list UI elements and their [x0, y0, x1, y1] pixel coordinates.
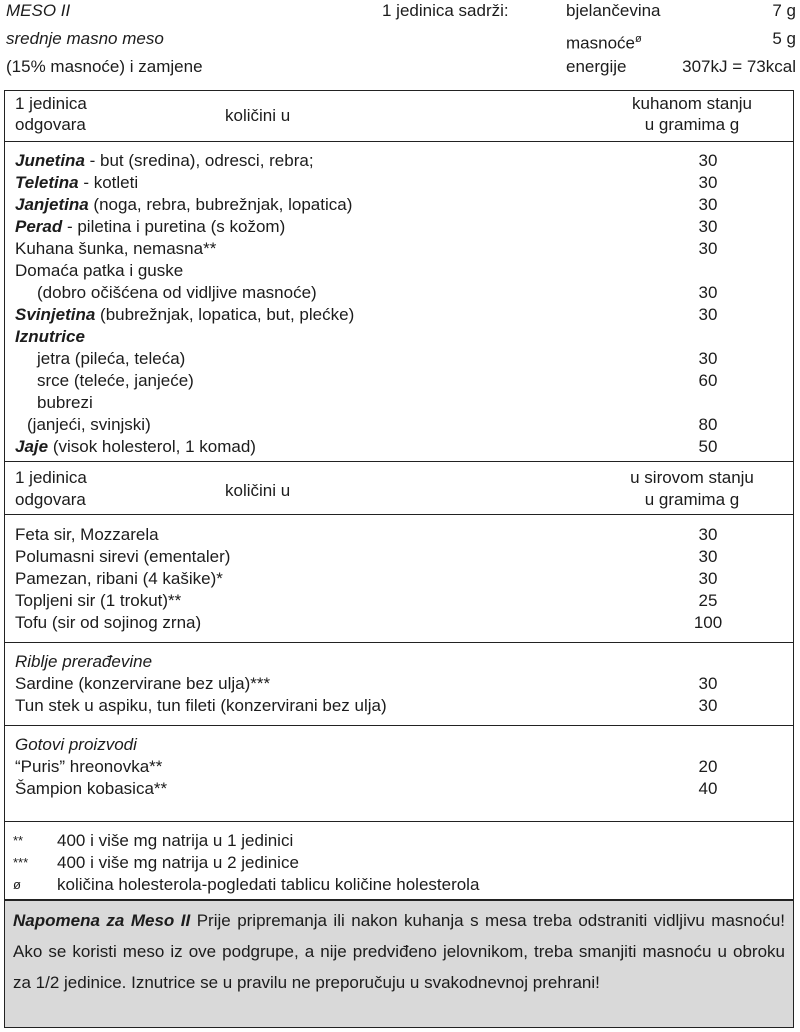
item-grams: 100	[693, 613, 723, 632]
fish-section-title: Riblje prerađevine	[15, 652, 153, 671]
item-grams: 50	[698, 437, 718, 456]
table-row	[5, 194, 793, 216]
table-row	[5, 260, 793, 282]
col-state-b: u gramima g	[644, 490, 740, 509]
item-grams: 30	[698, 696, 718, 715]
item-grams: 30	[698, 217, 718, 236]
footnote-text: 400 i više mg natrija u 2 jedinice	[57, 853, 299, 872]
table-row	[5, 348, 793, 370]
item-name-bold: Janjetina	[15, 195, 89, 214]
item-name-rest: bubrezi	[37, 393, 93, 412]
table-body	[5, 515, 793, 634]
section-subtitle: srednje masno meso	[6, 29, 164, 48]
item-name	[37, 282, 317, 304]
item-name: Tofu (sir od sojinog zrna)	[15, 613, 202, 632]
table-row	[5, 612, 793, 634]
unit-contains-label: 1 jedinica sadrži:	[382, 1, 509, 20]
table-row	[5, 778, 793, 800]
table-row	[5, 568, 793, 590]
col-state-a: kuhanom stanju	[631, 94, 753, 113]
item-grams: 80	[698, 415, 718, 434]
table-row	[5, 756, 793, 778]
item-grams: 30	[698, 305, 718, 324]
item-name-rest: - kotleti	[78, 173, 139, 192]
item-name	[15, 260, 183, 282]
item-name-bold: Perad	[15, 217, 63, 236]
col-state-b: u gramima g	[644, 115, 740, 134]
table-row	[5, 370, 793, 392]
table-body	[5, 142, 793, 458]
col-quantity: količini u	[225, 106, 291, 125]
ready-section	[5, 725, 793, 800]
item-name	[15, 216, 285, 238]
item-name: Šampion kobasica**	[15, 779, 168, 798]
table-row	[5, 326, 793, 348]
item-grams: 30	[698, 195, 718, 214]
col-unit-b: odgovara	[15, 490, 86, 509]
footnotes	[4, 822, 794, 900]
section-title: MESO II	[6, 1, 71, 20]
table-row	[5, 546, 793, 568]
table-row	[5, 304, 793, 326]
item-name	[27, 414, 151, 436]
note-text: Prije pripremanja ili nakon kuhanja s mesa treba odstraniti vidljivu masnoću! Ako se koristi meso iz ove podgrupe, a nije predviđeno jelovnikom, treba smanjiti masnoću u obroku za 1/2 jedinice. Iznutrice se u pravilu ne preporučuju u svakodnevnoj prehrani!	[13, 911, 785, 992]
table-header	[5, 91, 793, 142]
footnote-text: 400 i više mg natrija u 1 jedinici	[57, 831, 294, 850]
ready-rows	[5, 756, 793, 800]
item-name-bold: Junetina	[15, 151, 85, 170]
col-quantity: količini u	[225, 481, 291, 500]
item-grams: 30	[698, 349, 718, 368]
item-name	[15, 238, 216, 260]
fat-label	[566, 25, 642, 53]
protein-value: 7 g	[772, 1, 796, 20]
table-row	[5, 172, 793, 194]
table-row	[5, 150, 793, 172]
item-grams: 30	[698, 674, 718, 693]
item-name	[37, 348, 185, 370]
item-name	[15, 194, 352, 216]
col-unit-a: 1 jedinica	[15, 468, 87, 487]
cooked-meat-table	[4, 90, 794, 462]
item-name	[15, 304, 354, 326]
col-unit-a: 1 jedinica	[15, 94, 87, 113]
item-grams: 40	[698, 779, 718, 798]
item-name-rest: (visok holesterol, 1 komad)	[48, 437, 256, 456]
note-title: Napomena za Meso II	[13, 911, 191, 930]
item-name-rest: - piletina i puretina (s kožom)	[62, 217, 286, 236]
protein-label: bjelančevina	[566, 1, 661, 20]
note-box	[4, 900, 794, 1028]
item-name-rest: (janjeći, svinjski)	[27, 415, 151, 434]
item-grams: 30	[698, 547, 718, 566]
item-name: Sardine (konzervirane bez ulja)***	[15, 674, 271, 693]
item-name: Feta sir, Mozzarela	[15, 525, 159, 544]
item-name-rest: (dobro očišćena od vidljive masnoće)	[37, 283, 317, 302]
item-name-rest: (bubrežnjak, lopatica, but, plećke)	[95, 305, 355, 324]
item-name: Topljeni sir (1 trokut)**	[15, 591, 182, 610]
table-row	[5, 238, 793, 260]
item-name	[37, 392, 93, 414]
item-grams: 30	[698, 283, 718, 302]
col-unit-b: odgovara	[15, 115, 86, 134]
item-name: Pamezan, ribani (4 kašike)*	[15, 569, 223, 588]
table-row	[5, 695, 793, 717]
table-row	[5, 524, 793, 546]
item-grams: 30	[698, 151, 718, 170]
fish-section	[5, 642, 793, 717]
fat-mark: ø	[634, 33, 642, 45]
table-row	[5, 414, 793, 436]
item-name	[37, 370, 194, 392]
item-name-rest: - but (sredina), odresci, rebra;	[84, 151, 314, 170]
item-name-rest: Kuhana šunka, nemasna**	[15, 239, 217, 258]
footnote-mark: ø	[13, 877, 21, 892]
item-grams: 60	[698, 371, 718, 390]
item-name	[15, 172, 138, 194]
item-name	[15, 326, 85, 348]
footnote-mark: ***	[13, 855, 29, 870]
fat-label-text: masnoće	[566, 33, 635, 53]
item-grams: 30	[698, 239, 718, 258]
table-row	[5, 216, 793, 238]
item-name-bold: Teletina	[15, 173, 79, 192]
footnote-text: količina holesterola-pogledati tablicu količine holesterola	[57, 875, 480, 894]
item-name-bold: Svinjetina	[15, 305, 96, 324]
footnote-mark: **	[13, 833, 24, 848]
item-name-rest: Domaća patka i guske	[15, 261, 184, 280]
item-name-rest: (noga, rebra, bubrežnjak, lopatica)	[88, 195, 353, 214]
item-grams: 20	[698, 757, 718, 776]
item-name: Tun stek u aspiku, tun fileti (konzervirani bez ulja)	[15, 696, 387, 715]
table-row	[5, 673, 793, 695]
table-row	[5, 392, 793, 414]
ready-section-title: Gotovi proizvodi	[15, 735, 137, 754]
table-row	[5, 282, 793, 304]
fish-rows	[5, 673, 793, 717]
table-row	[5, 590, 793, 612]
item-name	[15, 436, 256, 458]
item-name-bold: Iznutrice	[15, 327, 85, 346]
item-name: Polumasni sirevi (ementaler)	[15, 547, 231, 566]
item-name-rest: srce (teleće, janjeće)	[37, 371, 194, 390]
col-state-a: u sirovom stanju	[630, 468, 754, 487]
fat-value: 5 g	[772, 29, 796, 48]
item-name	[15, 150, 314, 172]
section-subtitle-fat: (15% masnoće) i zamjene	[6, 57, 203, 76]
item-name-rest: jetra (pileća, teleća)	[37, 349, 186, 368]
item-grams: 30	[698, 525, 718, 544]
item-grams: 30	[698, 569, 718, 588]
energy-label: energije	[566, 57, 627, 76]
raw-products-table	[4, 462, 794, 822]
item-name: “Puris” hreonovka**	[15, 757, 163, 776]
energy-value: 307kJ = 73kcal	[682, 57, 796, 76]
table-header	[5, 462, 793, 515]
item-grams: 30	[698, 173, 718, 192]
table-row	[5, 436, 793, 458]
item-grams: 25	[698, 591, 718, 610]
item-name-bold: Jaje	[15, 437, 49, 456]
